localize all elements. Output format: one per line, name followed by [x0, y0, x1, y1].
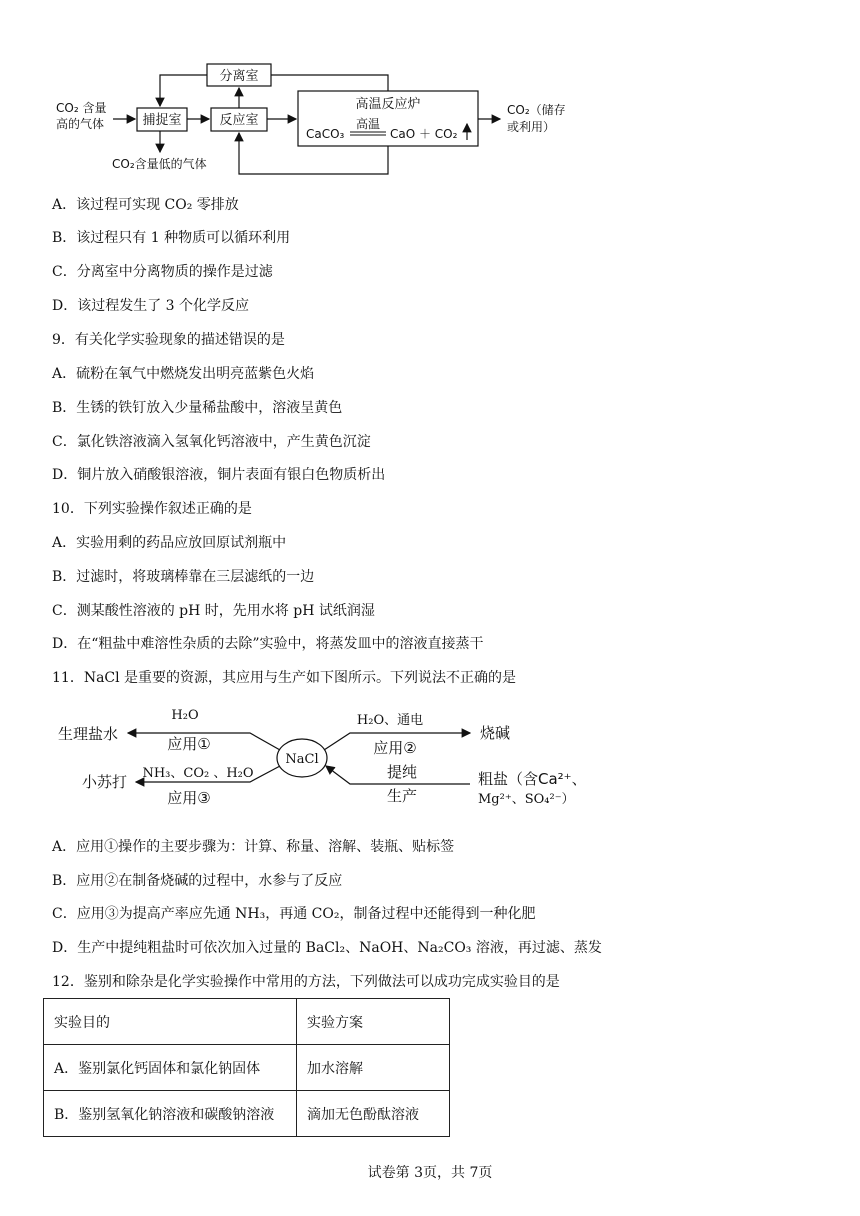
- table-header-cell: 实验方案: [297, 999, 450, 1045]
- table-header-row: [44, 999, 450, 1045]
- application-2-label: 应用②: [373, 739, 417, 757]
- q11-stem: 11．NaCl 是重要的资源，其应用与生产如下图所示。下列说法不正确的是: [52, 670, 517, 686]
- low-co2-gas-label: CO₂含量低的气体: [112, 157, 207, 171]
- equation-left: CaCO₃: [306, 127, 345, 141]
- q10-option-a: A．实验用剩的药品应放回原试剂瓶中: [52, 535, 287, 551]
- reaction-room-label: 反应室: [219, 113, 259, 128]
- q9-option-c: C．氯化铁溶液滴入氢氧化钙溶液中，产生黄色沉淀: [52, 434, 371, 450]
- crude-salt-line2: Mg²⁺、SO₄²⁻）: [478, 792, 575, 807]
- h2o-electrolysis-label: H₂O、通电: [356, 713, 424, 728]
- q12-table: [43, 998, 450, 1137]
- co2-capture-diagram: [0, 0, 860, 190]
- q11-option-b: B．应用②在制备烧碱的过程中，水参与了反应: [52, 873, 343, 889]
- output-co2-line2: 或利用）: [507, 120, 556, 134]
- saline-label: 生理盐水: [58, 725, 119, 743]
- q9-option-b: B．生锈的铁钉放入少量稀盐酸中，溶液呈黄色: [52, 400, 343, 416]
- q10-option-d: D．在“粗盐中难溶性杂质的去除”实验中，将蒸发皿中的溶液直接蒸干: [52, 636, 484, 652]
- application-1-label: 应用①: [167, 735, 211, 753]
- input-gas-line2: 高的气体: [56, 117, 105, 131]
- q8-option-a: A．该过程可实现 CO₂ 零排放: [52, 197, 239, 213]
- h2o-label-1: H₂O: [171, 708, 199, 723]
- q12-stem: 12．鉴别和除杂是化学实验操作中常用的方法，下列做法可以成功完成实验目的是: [52, 974, 560, 990]
- separation-room-label: 分离室: [219, 69, 259, 84]
- q10-option-c: C．测某酸性溶液的 pH 时，先用水将 pH 试纸润湿: [52, 603, 375, 619]
- table-cell: 滴加无色酚酞溶液: [297, 1091, 450, 1137]
- caustic-soda-label: 烧碱: [480, 724, 511, 742]
- table-cell: B．鉴别氢氧化钠溶液和碳酸钠溶液: [44, 1091, 297, 1137]
- table-cell: A．鉴别氯化钙固体和氯化钠固体: [44, 1045, 297, 1091]
- q11-option-d: D．生产中提纯粗盐时可依次加入过量的 BaCl₂、NaOH、Na₂CO₃ 溶液，再过滤、蒸发: [52, 940, 602, 956]
- q8-option-b: B．该过程只有 1 种物质可以循环利用: [52, 230, 291, 246]
- equation-condition: 高温: [355, 117, 381, 131]
- nacl-diagram: [0, 700, 860, 815]
- q9-option-d: D．铜片放入硝酸银溶液，铜片表面有银白色物质析出: [52, 467, 386, 483]
- furnace-title: 高温反应炉: [355, 97, 421, 112]
- table-row: [44, 1091, 450, 1137]
- q10-option-b: B．过滤时，将玻璃棒靠在三层滤纸的一边: [52, 569, 315, 585]
- q9-stem: 9．有关化学实验现象的描述错误的是: [52, 332, 285, 348]
- page-footer: 试卷第 3页，共 7页: [367, 1165, 493, 1181]
- q8-option-d: D．该过程发生了 3 个化学反应: [52, 298, 250, 314]
- production-label: 生产: [386, 787, 418, 805]
- q10-stem: 10．下列实验操作叙述正确的是: [52, 501, 252, 517]
- input-gas-line1: CO₂ 含量: [56, 101, 107, 115]
- application-3-label: 应用③: [167, 789, 211, 807]
- q11-option-a: A．应用①操作的主要步骤为：计算、称量、溶解、装瓶、贴标签: [52, 839, 455, 855]
- table-row: [44, 1045, 450, 1091]
- capture-room-label: 捕捉室: [142, 113, 182, 128]
- purify-label: 提纯: [386, 763, 418, 781]
- baking-soda-label: 小苏打: [82, 773, 128, 791]
- nacl-center-label: NaCl: [285, 752, 319, 767]
- q9-option-a: A．硫粉在氧气中燃烧发出明亮蓝紫色火焰: [52, 366, 315, 382]
- nh3-co2-h2o-label: NH₃、CO₂ 、H₂O: [142, 766, 254, 781]
- equation-right: CaO ＋ CO₂: [390, 127, 458, 141]
- table-header-cell: 实验目的: [44, 999, 297, 1045]
- crude-salt-line1: 粗盐（含Ca²⁺、: [478, 770, 587, 788]
- output-co2-line1: CO₂（储存: [507, 103, 566, 117]
- table-cell: 加水溶解: [297, 1045, 450, 1091]
- q8-option-c: C．分离室中分离物质的操作是过滤: [52, 264, 273, 280]
- q11-option-c: C．应用③为提高产率应先通 NH₃，再通 CO₂，制备过程中还能得到一种化肥: [52, 906, 536, 922]
